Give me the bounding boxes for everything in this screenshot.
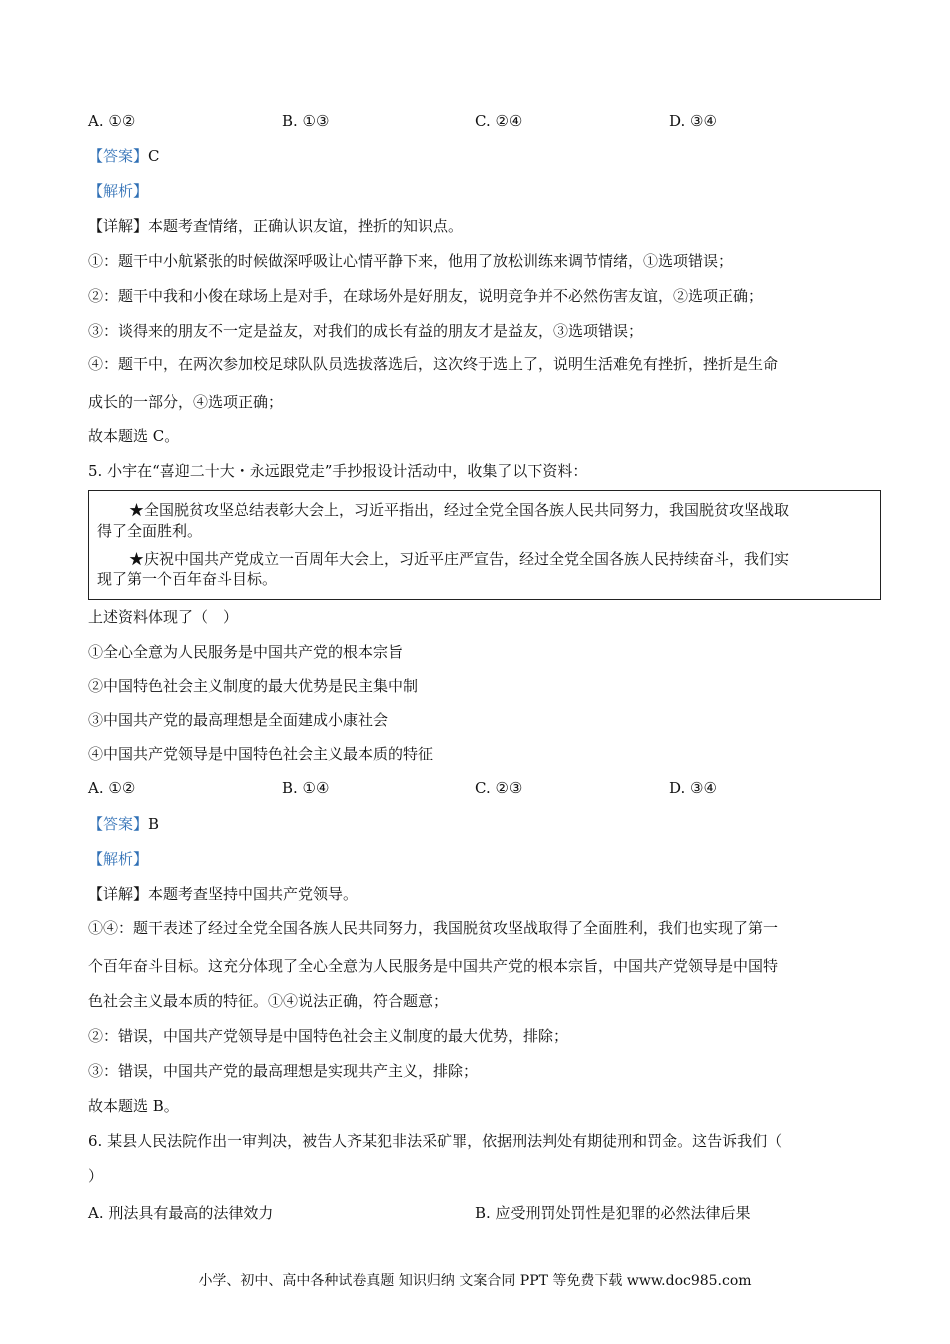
q5-line-4: ②：错误，中国共产党领导是中国特色社会主义制度的最大优势，排除； — [88, 1027, 569, 1045]
q5-line-3: 色社会主义最本质的特征。①④说法正确，符合题意； — [88, 992, 449, 1010]
q5-line-6: 故本题选 B。 — [88, 1097, 179, 1115]
q4-line-1: ①：题干中小航紧张的时候做深呼吸让心情平静下来，他用了放松训练来调节情绪，①选项错误； — [88, 252, 734, 270]
q5-material-box — [88, 490, 881, 600]
q5-option-b: B. ①④ — [282, 779, 330, 797]
q5-statement-4: ④中国共产党领导是中国特色社会主义最本质的特征 — [88, 745, 434, 763]
answer-tag: 【答案】 — [88, 147, 149, 165]
q4-option-a: A. ①② — [88, 112, 136, 130]
q4-line-5: 成长的一部分，④选项正确； — [88, 393, 284, 411]
q5-material-2b: 现了第一个百年奋斗目标。 — [97, 570, 278, 588]
q5-line-1: ①④：题干表述了经过全党全国各族人民共同努力，我国脱贫攻坚战取得了全面胜利，我们也实现了第一 — [88, 919, 779, 937]
q4-analysis-tag: 【解析】 — [88, 182, 149, 200]
q6-stem-line-1: 6. 某县人民法院作出一审判决，被告人齐某犯非法采矿罪，依据刑法判处有期徒刑和罚金。这告诉我们（ — [88, 1132, 783, 1150]
q6-option-a: A. 刑法具有最高的法律效力 — [88, 1204, 274, 1222]
q5-line-5: ③：错误，中国共产党的最高理想是实现共产主义，排除； — [88, 1062, 479, 1080]
answer-value: B — [148, 815, 160, 833]
q5-statement-2: ②中国特色社会主义制度的最大优势是民主集中制 — [88, 677, 419, 695]
q4-line-4: ④：题干中，在两次参加校足球队队员选拔落选后，这次终于选上了，说明生活难免有挫折，挫折是生命 — [88, 355, 779, 373]
q5-material-1b: 得了全面胜利。 — [97, 522, 203, 540]
q5-line-2: 个百年奋斗目标。这充分体现了全心全意为人民服务是中国共产党的根本宗旨，中国共产党领导是中国特 — [88, 957, 779, 975]
q5-option-c: C. ②③ — [475, 779, 523, 797]
q5-material-2a: ★庆祝中国共产党成立一百周年大会上，习近平庄严宣告，经过全党全国各族人民持续奋斗，我们实 — [129, 550, 790, 568]
q4-line-2: ②：题干中我和小俊在球场上是对手，在球场外是好朋友，说明竞争并不必然伤害友谊，②选项正确； — [88, 287, 764, 305]
q6-option-b: B. 应受刑罚处罚性是犯罪的必然法律后果 — [475, 1204, 751, 1222]
q5-statement-1: ①全心全意为人民服务是中国共产党的根本宗旨 — [88, 643, 404, 661]
answer-value: C — [148, 147, 160, 165]
q4-line-3: ③：谈得来的朋友不一定是益友，对我们的成长有益的朋友才是益友，③选项错误； — [88, 322, 644, 340]
q5-stem: 5. 小宇在“喜迎二十大・永远跟党走”手抄报设计活动中，收集了以下资料： — [88, 462, 588, 480]
q4-option-d: D. ③④ — [669, 112, 717, 130]
q5-option-a: A. ①② — [88, 779, 136, 797]
q4-option-c: C. ②④ — [475, 112, 523, 130]
q4-option-b: B. ①③ — [282, 112, 330, 130]
q5-answer — [88, 814, 159, 834]
q4-detail: 【详解】本题考查情绪，正确认识友谊，挫折的知识点。 — [88, 217, 464, 235]
answer-tag: 【答案】 — [88, 815, 149, 833]
q5-material-1a: ★全国脱贫攻坚总结表彰大会上，习近平指出，经过全党全国各族人民共同努力，我国脱贫攻坚战取 — [129, 501, 790, 519]
q6-stem-line-2: ） — [88, 1167, 104, 1185]
q5-statement-3: ③中国共产党的最高理想是全面建成小康社会 — [88, 711, 389, 729]
q5-question: 上述资料体现了（ ） — [88, 608, 239, 626]
page-footer: 小学、初中、高中各种试卷真题 知识归纳 文案合同 PPT 等免费下载 www.doc985.com — [198, 1273, 752, 1289]
q5-detail: 【详解】本题考查坚持中国共产党领导。 — [88, 885, 359, 903]
q4-line-6: 故本题选 C。 — [88, 427, 180, 445]
q4-answer — [88, 146, 160, 166]
q5-analysis-tag: 【解析】 — [88, 850, 149, 868]
q5-option-d: D. ③④ — [669, 779, 717, 797]
